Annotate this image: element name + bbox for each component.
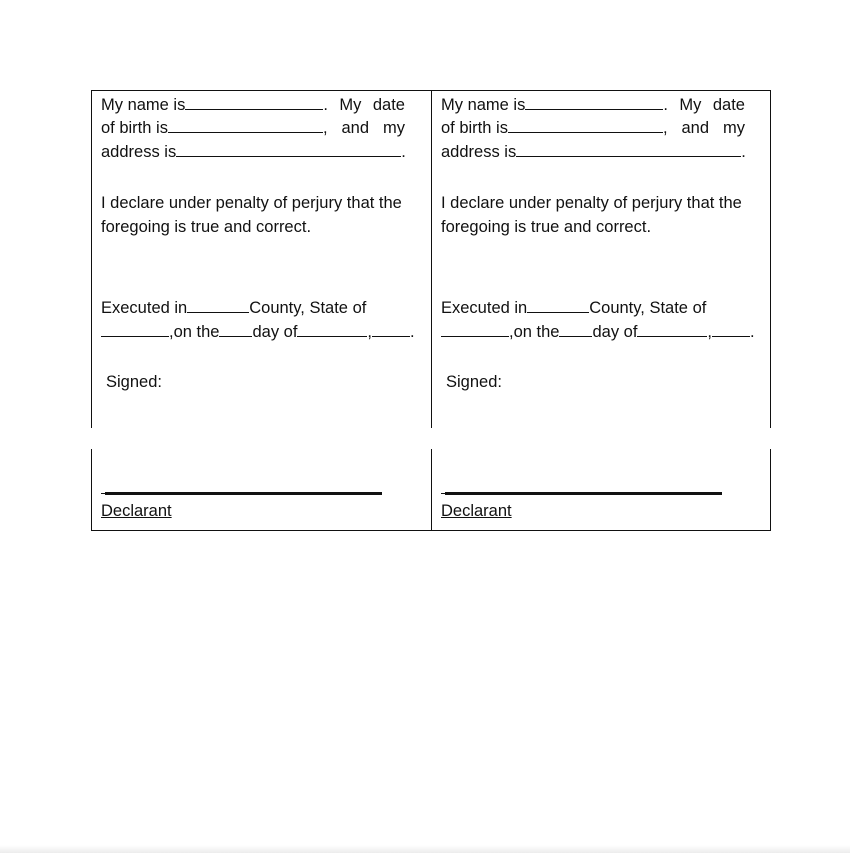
- state-blank[interactable]: [101, 321, 169, 337]
- my-word-2: my: [382, 119, 405, 137]
- declaration-form-lower: [91, 449, 771, 531]
- dob-blank[interactable]: [508, 117, 663, 133]
- name-blank[interactable]: [525, 94, 663, 110]
- perjury-line-1: I declare under penalty of perjury that the: [441, 194, 742, 212]
- address-line: [101, 140, 406, 164]
- name-period: .: [323, 96, 328, 114]
- day-blank[interactable]: [559, 321, 592, 337]
- year-blank[interactable]: [712, 321, 750, 337]
- declaration-form-upper: [91, 90, 771, 428]
- name-line: [101, 93, 405, 117]
- my-word-2: my: [722, 119, 745, 137]
- address-label: address is: [441, 143, 517, 161]
- executed-label: Executed in: [101, 299, 188, 317]
- address-label: address is: [101, 143, 177, 161]
- signed-label: Signed:: [106, 373, 162, 391]
- name-blank[interactable]: [185, 94, 323, 110]
- executed-line: [101, 296, 366, 320]
- address-line: [441, 140, 746, 164]
- executed-label: Executed in: [441, 299, 528, 317]
- page-edge: [0, 845, 850, 853]
- address-blank[interactable]: [176, 141, 401, 157]
- date-word: date: [712, 96, 745, 114]
- declarant-label: Declarant: [101, 502, 172, 520]
- date-word: date: [372, 96, 405, 114]
- county-state-label: County, State of: [589, 299, 707, 317]
- date-executed-line: [441, 320, 755, 344]
- my-word: My: [339, 96, 362, 114]
- my-word: My: [679, 96, 702, 114]
- month-blank[interactable]: [297, 321, 367, 337]
- and-word: and: [681, 119, 710, 137]
- name-line: [441, 93, 745, 117]
- on-the-label: ,on the: [509, 323, 560, 341]
- perjury-line-2: foregoing is true and correct.: [441, 218, 652, 236]
- signature-line[interactable]: [445, 492, 722, 495]
- address-period: .: [741, 143, 746, 161]
- month-blank[interactable]: [637, 321, 707, 337]
- period: .: [750, 323, 755, 341]
- comma: ,: [367, 323, 373, 341]
- signature-left: [91, 449, 431, 530]
- dob-comma: ,: [662, 119, 668, 137]
- declarant-label: Declarant: [441, 502, 512, 520]
- dob-blank[interactable]: [168, 117, 323, 133]
- declaration-left: [91, 91, 431, 428]
- name-label: My name is: [441, 96, 526, 114]
- name-period: .: [663, 96, 668, 114]
- dob-label: of birth is: [441, 119, 508, 137]
- dob-label: of birth is: [101, 119, 168, 137]
- county-blank[interactable]: [527, 297, 589, 313]
- comma: ,: [707, 323, 713, 341]
- day-of-label: day of: [252, 323, 298, 341]
- year-blank[interactable]: [372, 321, 410, 337]
- period: .: [410, 323, 415, 341]
- dob-line: [441, 116, 745, 140]
- and-word: and: [341, 119, 370, 137]
- on-the-label: ,on the: [169, 323, 220, 341]
- address-blank[interactable]: [516, 141, 741, 157]
- day-blank[interactable]: [219, 321, 252, 337]
- declaration-right: [431, 91, 771, 428]
- signature-line[interactable]: [105, 492, 382, 495]
- dob-line: [101, 116, 405, 140]
- state-blank[interactable]: [441, 321, 509, 337]
- county-blank[interactable]: [187, 297, 249, 313]
- day-of-label: day of: [592, 323, 638, 341]
- address-period: .: [401, 143, 406, 161]
- name-label: My name is: [101, 96, 186, 114]
- dob-comma: ,: [322, 119, 328, 137]
- county-state-label: County, State of: [249, 299, 367, 317]
- date-executed-line: [101, 320, 415, 344]
- perjury-line-1: I declare under penalty of perjury that the: [101, 194, 402, 212]
- executed-line: [441, 296, 706, 320]
- signed-label: Signed:: [446, 373, 502, 391]
- signature-right: [431, 449, 771, 530]
- perjury-line-2: foregoing is true and correct.: [101, 218, 312, 236]
